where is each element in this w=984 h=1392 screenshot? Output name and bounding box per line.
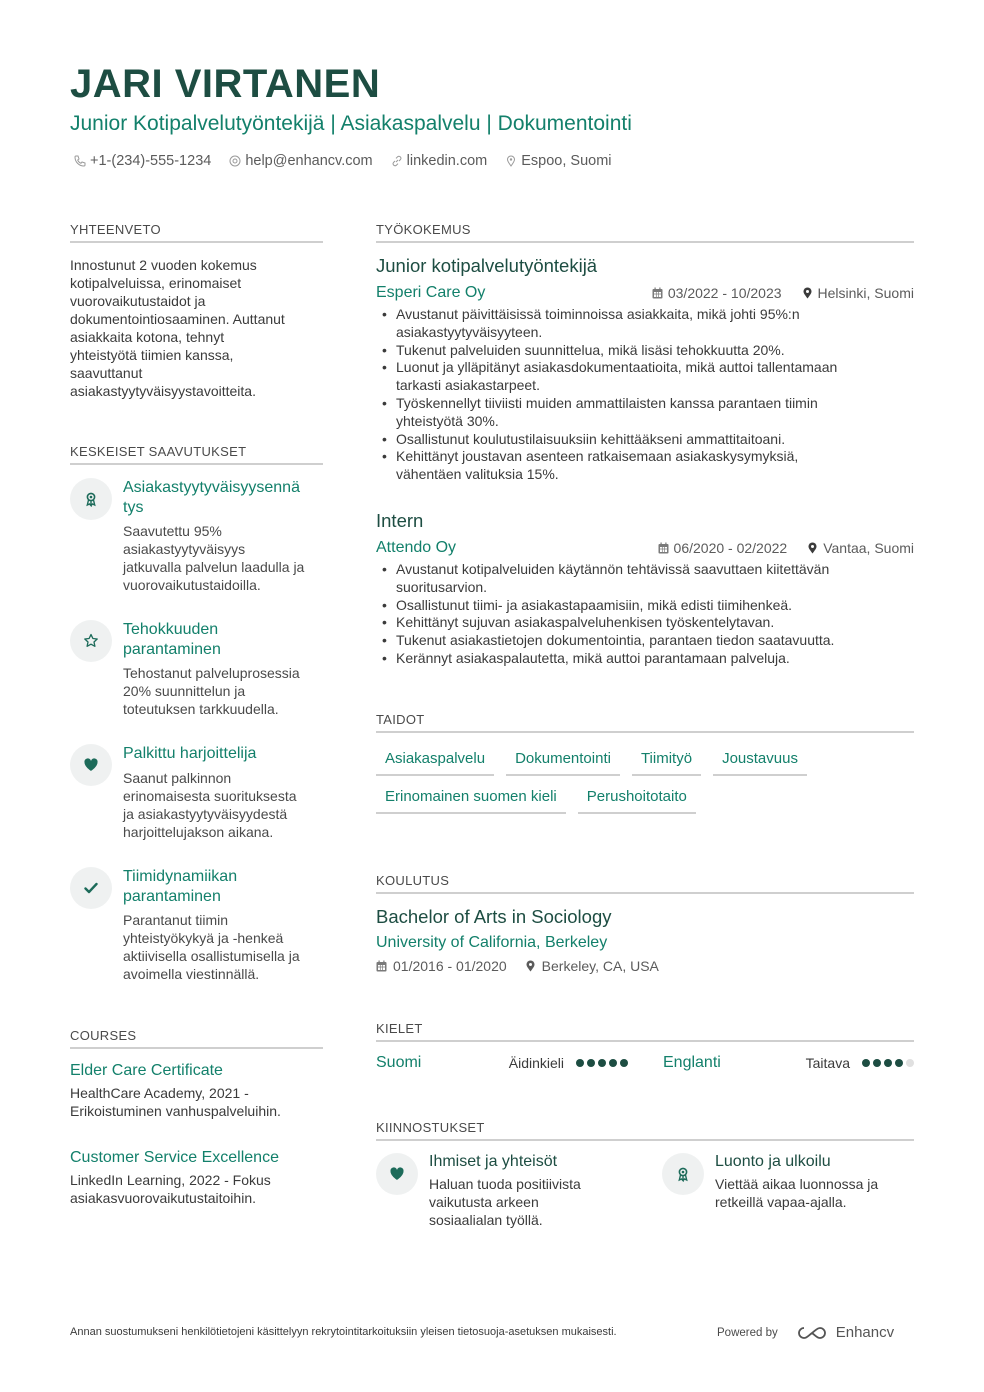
contact-email[interactable] — [229, 153, 372, 169]
course-item — [70, 1149, 323, 1207]
achievement-desc: Saavutettu 95% asiakastyytyväisyys jatkuvalla palvelun laadulla ja vuorovaikutustaidoilla. — [123, 523, 305, 593]
experience-heading: TYÖKOKEMUS — [376, 222, 914, 243]
education-school: University of California, Berkeley — [376, 934, 608, 951]
skills-list — [376, 750, 914, 814]
job-company: Attendo Oy — [376, 539, 457, 556]
language-level: Taitava — [805, 1055, 850, 1071]
job-bullet: • Osallistunut tiimi- ja asiakastapaamisiin, mikä edisti tiimihenkeä. — [376, 597, 914, 615]
location-pin-icon — [802, 287, 813, 299]
interest-title: Luonto ja ulkoilu — [715, 1153, 831, 1170]
skill-tag: Asiakaspalvelu — [376, 750, 494, 776]
interest-desc: Haluan tuoda positiivista vaikutusta arkeen sosiaalialan työllä. — [429, 1176, 581, 1228]
language-item — [663, 1054, 914, 1072]
phone-icon — [74, 155, 86, 167]
achievements-heading: KESKEISET SAAVUTUKSET — [70, 444, 323, 465]
rating-dot-filled — [895, 1059, 903, 1067]
achievement-item — [70, 744, 323, 841]
interest-desc: Viettää aikaa luonnossa ja retkeillä vapaa-ajalla. — [715, 1176, 879, 1210]
rating-dot-filled — [873, 1059, 881, 1067]
job-bullet: • Kehittänyt sujuvan asiakaspalveluhenkisen työskentelytavan. — [376, 614, 914, 632]
achievement-item — [70, 867, 323, 983]
course-item — [70, 1062, 323, 1120]
job-bullet: • Kehittänyt joustavan asenteen ratkaisemaan asiakaskysymyksiä, vähentäen valituksia 15%. — [376, 448, 914, 484]
skill-tag: Joustavuus — [713, 750, 807, 776]
job-entry — [376, 255, 914, 484]
contact-bar — [74, 153, 612, 169]
award-icon — [662, 1153, 704, 1195]
calendar-icon — [376, 960, 387, 972]
summary-text — [70, 256, 323, 400]
summary-heading: YHTEENVETO — [70, 222, 323, 243]
location-pin-icon — [505, 155, 517, 167]
job-dates: 06/2020 - 02/2022 — [658, 540, 788, 556]
interest-item — [376, 1153, 626, 1229]
contact-linkedin[interactable] — [391, 153, 488, 169]
job-company: Esperi Care Oy — [376, 284, 486, 301]
summary-line: vuorovaikutustaidot ja — [70, 293, 206, 309]
star-icon — [70, 620, 112, 662]
rating-dot-empty — [906, 1059, 914, 1067]
rating-dot-filled — [609, 1059, 617, 1067]
powered-by — [717, 1324, 894, 1341]
job-location: Vantaa, Suomi — [807, 540, 914, 556]
achievement-title: Tiimidynamiikan parantaminen — [123, 868, 238, 905]
enhancv-logo-icon — [796, 1325, 830, 1341]
location-pin-icon — [807, 542, 818, 554]
phone-text: +1-(234)-555-1234 — [90, 153, 212, 169]
contact-location — [505, 153, 611, 169]
link-icon — [391, 155, 403, 167]
job-bullet: • Tukenut palveluiden suunnittelua, mikä lisäsi tehokkuutta 20%. — [376, 342, 914, 360]
interest-item — [662, 1153, 912, 1211]
summary-line: asiakastyytyväisyystavoitteita. — [70, 383, 256, 399]
skills-heading: TAIDOT — [376, 712, 914, 733]
interest-title: Ihmiset ja yhteisöt — [429, 1153, 558, 1170]
linkedin-text: linkedin.com — [406, 153, 488, 169]
achievement-title: Tehokkuuden parantaminen — [123, 621, 221, 658]
achievement-desc: Parantanut tiimin yhteistyökykyä ja -henkeä aktiivisella osallistumisella ja avoimella viestinnällä. — [123, 912, 300, 982]
achievement-title: Asiakastyytyväisyysennä tys — [123, 479, 300, 516]
job-dates: 03/2022 - 10/2023 — [652, 285, 782, 301]
email-text: help@enhancv.com — [245, 153, 373, 169]
job-bullet: • Osallistunut koulutustilaisuuksiin kehittääkseni ammattitaitoani. — [376, 431, 914, 449]
powered-by-label: Powered by — [717, 1326, 778, 1339]
course-title: Elder Care Certificate — [70, 1062, 223, 1079]
course-title: Customer Service Excellence — [70, 1149, 279, 1166]
skill-tag: Perushoitotaito — [578, 788, 696, 814]
rating-dot-filled — [862, 1059, 870, 1067]
job-bullet: • Avustanut päivittäisissä toiminnoissa asiakkaita, mikä johti 95%:n asiakastyytyväisyyteen. — [376, 306, 914, 342]
achievement-item — [70, 478, 323, 594]
rating-dot-filled — [598, 1059, 606, 1067]
location-text: Espoo, Suomi — [521, 153, 612, 169]
summary-line: dokumentointiosaaminen. Auttanut — [70, 311, 285, 327]
location-pin-icon — [525, 960, 536, 972]
job-entry — [376, 510, 914, 668]
achievement-title: Palkittu harjoittelija — [123, 745, 257, 762]
heart-icon — [70, 744, 112, 786]
summary-line: yhteistyötä tiimien kanssa, — [70, 347, 234, 363]
summary-line: Innostunut 2 vuoden kokemus — [70, 257, 257, 273]
language-name: Englanti — [663, 1054, 721, 1071]
award-icon — [70, 478, 112, 520]
summary-line: asiakkaita kotona, tehnyt — [70, 329, 225, 345]
language-rating — [576, 1059, 628, 1067]
check-icon — [70, 867, 112, 909]
summary-line: saavuttanut — [70, 365, 143, 381]
achievement-item — [70, 620, 323, 718]
job-bullet: • Avustanut kotipalveluiden käytännön tehtävissä saavuttaen kiitettävän suoritusarvion. — [376, 561, 914, 597]
job-bullet: • Kerännyt asiakaspalautetta, mikä auttoi parantamaan palveluja. — [376, 650, 914, 668]
rating-dot-filled — [620, 1059, 628, 1067]
languages-heading: KIELET — [376, 1021, 914, 1042]
language-name: Suomi — [376, 1054, 422, 1071]
job-bullet: • Työskennellyt tiiviisti muiden ammattilaisten kanssa parantaen tiimin yhteistyötä 30%. — [376, 395, 914, 431]
education-degree: Bachelor of Arts in Sociology — [376, 906, 612, 927]
summary-line: kotipalveluissa, erinomaiset — [70, 275, 242, 291]
course-desc: HealthCare Academy, 2021 - Erikoistuminen vanhuspalveluihin. — [70, 1085, 281, 1119]
at-icon — [229, 155, 241, 167]
job-bullet: • Luonut ja ylläpitänyt asiakasdokumentaatioita, mikä auttoi tallentamaan tarkasti asiakastarpeet. — [376, 359, 914, 395]
education-location: Berkeley, CA, USA — [525, 958, 659, 974]
skill-tag: Tiimityö — [632, 750, 701, 776]
rating-dot-filled — [587, 1059, 595, 1067]
enhancv-logo[interactable]: Enhancv — [796, 1324, 894, 1341]
job-bullets — [376, 561, 914, 668]
skill-tag: Erinomainen suomen kieli — [376, 788, 566, 814]
heart-icon — [376, 1153, 418, 1195]
language-rating — [862, 1059, 914, 1067]
language-item — [376, 1054, 628, 1072]
calendar-icon — [658, 542, 669, 554]
job-bullet: • Tukenut asiakastietojen dokumentointia, parantaen tiedon saatavuutta. — [376, 632, 914, 650]
job-title: Intern — [376, 510, 424, 531]
education-entry — [376, 906, 914, 974]
calendar-icon — [652, 287, 663, 299]
job-title-headline: Junior Kotipalvelutyöntekijä | Asiakaspalvelu | Dokumentointi — [70, 112, 632, 135]
job-title: Junior kotipalvelutyöntekijä — [376, 255, 598, 276]
achievement-desc: Saanut palkinnon erinomaisesta suorituksesta ja asiakastyytyväisyydestä harjoittelujakson aikana. — [123, 769, 297, 840]
rating-dot-filled — [576, 1059, 584, 1067]
achievement-desc: Tehostanut palveluprosessia 20% suunnittelun ja toteutuksen tarkkuudella. — [123, 665, 300, 717]
contact-phone[interactable] — [74, 153, 211, 169]
skill-tag: Dokumentointi — [506, 750, 620, 776]
candidate-name: JARI VIRTANEN — [70, 62, 381, 106]
education-dates: 01/2016 - 01/2020 — [376, 958, 507, 974]
rating-dot-filled — [884, 1059, 892, 1067]
job-location: Helsinki, Suomi — [802, 285, 914, 301]
education-heading: KOULUTUS — [376, 873, 914, 894]
course-desc: LinkedIn Learning, 2022 - Fokus asiakasvuorovaikutustaitoihin. — [70, 1172, 271, 1206]
courses-heading: COURSES — [70, 1028, 323, 1049]
job-bullets — [376, 306, 914, 484]
language-level: Äidinkieli — [508, 1055, 564, 1071]
gdpr-consent: Annan suostumukseni henkilötietojeni käsittelyyn rekrytointitarkoituksiin yleisen tietosuoja-asetuksen mukaisesti. — [70, 1326, 617, 1338]
interests-heading: KIINNOSTUKSET — [376, 1120, 914, 1141]
